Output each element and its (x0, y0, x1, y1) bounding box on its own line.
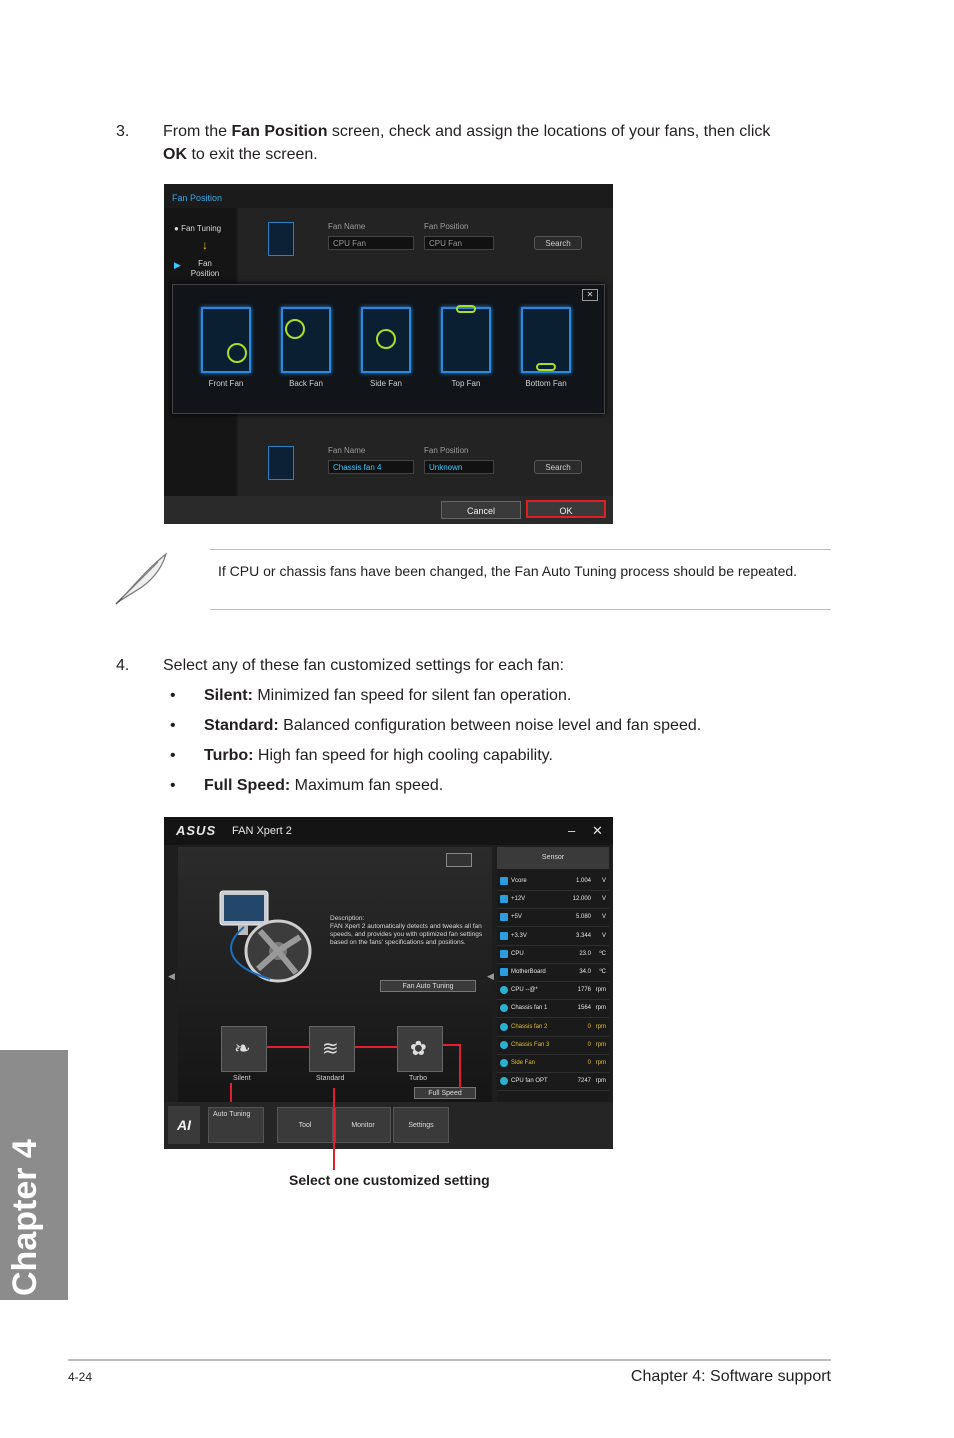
tab-monitor[interactable]: Monitor (335, 1107, 391, 1143)
silent-label: Silent (233, 1075, 251, 1082)
fan-position-bottom-bar (164, 496, 613, 524)
top-fan-case[interactable] (441, 307, 491, 373)
col-fan-name-2: Fan Name (328, 446, 366, 455)
connector-turbo-right (443, 1044, 460, 1046)
lightning-icon (500, 913, 508, 921)
fan-auto-tuning-button[interactable]: Fan Auto Tuning (380, 980, 476, 992)
full-speed-button[interactable]: Full Speed (414, 1087, 476, 1099)
step-3-mid: screen, check and assign the locations of your fans, then click (327, 123, 771, 140)
feather-pen-icon (112, 548, 172, 608)
option-turbo (204, 744, 553, 767)
sensor-value: 5.080 (575, 914, 591, 921)
nav-fan-tuning-label: Fan Tuning (181, 224, 222, 233)
page-number: 4-24 (68, 1370, 93, 1384)
nav-fan-tuning[interactable]: ● Fan Tuning (174, 224, 222, 233)
description-title: Description: (330, 915, 365, 922)
option-silent-desc: Minimized fan speed for silent fan operation. (252, 687, 572, 704)
sensor-value: 1.004 (575, 878, 591, 884)
sensor-panel (497, 847, 609, 1102)
description-text: FAN Xpert 2 automatically detects and tweaks all fan speeds, and provides you with optimized fan settings based on the fans' specifications and positions. (330, 923, 483, 946)
standard-label: Standard (316, 1075, 345, 1082)
option-turbo-desc: High fan speed for high cooling capability. (253, 747, 553, 764)
lightning-icon (500, 932, 508, 940)
fan-icon (500, 986, 508, 994)
sensor-value: 0 (587, 1041, 591, 1048)
bullet-standard: • (170, 717, 176, 734)
cpu-fan-case-icon (268, 222, 294, 256)
fan-position-screenshot (164, 184, 613, 524)
tab-tool[interactable]: Tool (277, 1107, 333, 1143)
sensor-name: Vcore (511, 878, 527, 884)
option-silent-label: Silent: (204, 687, 253, 704)
callout-line (333, 1088, 335, 1170)
turbo-label: Turbo (409, 1075, 428, 1082)
sensor-name: Side Fan (511, 1060, 536, 1066)
sensor-row (497, 1000, 609, 1018)
lightning-icon (500, 877, 508, 885)
fan-xpert-screenshot (164, 817, 613, 1149)
ok-button[interactable]: OK (526, 500, 606, 518)
sensor-unit: V (601, 896, 606, 903)
close-window-icon[interactable]: ✕ (592, 823, 603, 838)
sensor-value: 1776 (577, 987, 591, 994)
thermometer-icon (500, 968, 508, 976)
back-fan-label: Back Fan (289, 379, 323, 388)
fan-position-title: Fan Position (172, 193, 223, 203)
sensor-row (497, 1055, 609, 1073)
col-fan-position-2: Fan Position (424, 446, 469, 455)
connector-right-vertical (459, 1044, 461, 1088)
sensor-value: 0 (587, 1060, 591, 1066)
option-standard-label: Standard: (204, 717, 279, 734)
sensor-header: Sensor (497, 847, 609, 869)
note-top-rule (210, 549, 831, 550)
bullet-turbo: • (170, 747, 176, 764)
sensor-name: +3.3V (511, 932, 527, 939)
fan-icon (500, 1041, 508, 1049)
sensor-value: 1564 (577, 1005, 591, 1012)
nav-fan-position[interactable]: Fan Position (190, 259, 220, 278)
step-3-bold-ok: OK (163, 146, 187, 163)
option-full-speed (204, 774, 443, 797)
sensor-unit: V (601, 878, 606, 884)
sensor-value: 7247 (577, 1078, 591, 1085)
bottom-fan-label: Bottom Fan (525, 379, 567, 388)
option-silent (204, 684, 571, 707)
chapter-side-tab (0, 1050, 68, 1300)
search-button-2[interactable]: Search (534, 460, 582, 474)
fan-xpert-bottom-bar (164, 1102, 613, 1149)
step-4-number: 4. (116, 657, 130, 674)
sensor-row (497, 1073, 609, 1091)
sensor-name: +5V (511, 914, 522, 921)
fan-position-field-2[interactable]: Unknown (424, 460, 494, 474)
arrow-down-icon: ↓ (202, 238, 208, 252)
fan-name-field-2[interactable]: Chassis fan 4 (328, 460, 414, 474)
tab-auto-tuning[interactable]: Auto Tuning (208, 1107, 264, 1143)
step-3-bold-fan-position: Fan Position (231, 123, 328, 140)
fan-icon (500, 1059, 508, 1067)
fan-name-field-1[interactable]: CPU Fan (328, 236, 414, 250)
footer-chapter: Chapter 4: Software support (630, 1368, 831, 1385)
sensor-row (497, 909, 609, 927)
col-fan-position: Fan Position (424, 222, 469, 231)
side-fan-case[interactable] (361, 307, 411, 373)
connector-standard-turbo (355, 1046, 397, 1048)
side-fan-label: Side Fan (369, 379, 403, 388)
description-box (330, 915, 490, 947)
connector-silent-down (230, 1083, 232, 1103)
back-fan-case[interactable] (281, 307, 331, 373)
tab-settings[interactable]: Settings (393, 1107, 449, 1143)
search-button-1[interactable]: Search (534, 236, 582, 250)
step-3-number: 3. (116, 123, 130, 140)
silent-leaf-icon: ❧ (234, 1038, 251, 1060)
cancel-button[interactable]: Cancel (441, 501, 521, 519)
sensor-row (497, 1037, 609, 1055)
option-standard-desc: Balanced configuration between noise level and fan speed. (278, 717, 702, 734)
sensor-name: Chassis Fan 3 (511, 1041, 550, 1048)
footer-rule (68, 1359, 831, 1361)
pc-fan-illustration (200, 887, 320, 987)
sensor-unit: V (601, 914, 606, 921)
sensor-row (497, 1019, 609, 1037)
sensor-row (497, 928, 609, 946)
close-icon[interactable]: ✕ (582, 289, 598, 301)
sensor-unit: rpm (595, 1041, 606, 1048)
turbo-wind-icon: ✿ (410, 1038, 427, 1060)
fan-icon (500, 1023, 508, 1031)
standard-wave-icon: ≋ (322, 1038, 339, 1060)
fan-position-field-1[interactable]: CPU Fan (424, 236, 494, 250)
sensor-value: 34.0 (579, 969, 591, 975)
option-full-speed-label: Full Speed: (204, 777, 291, 794)
top-fan-label: Top Fan (451, 379, 481, 388)
sensor-unit: ºC (599, 969, 606, 975)
sensor-row (497, 891, 609, 909)
step-4-intro: Select any of these fan customized settings for each fan: (163, 657, 565, 674)
front-fan-case[interactable] (201, 307, 251, 373)
sensor-name: Chassis fan 1 (511, 1005, 548, 1012)
sensor-name: CPU --@* (511, 987, 538, 994)
sensor-value: 12.000 (572, 896, 591, 903)
left-scroll-arrow-icon[interactable]: ◀ (168, 971, 175, 981)
sensor-unit: rpm (595, 1060, 606, 1066)
step-3-text (163, 120, 843, 166)
right-scroll-arrow-icon[interactable]: ◀ (487, 971, 494, 981)
front-fan-label: Front Fan (208, 379, 244, 388)
option-standard (204, 714, 701, 737)
note-text: If CPU or chassis fans have been changed, the Fan Auto Tuning process should be repeated. (218, 563, 798, 579)
step-3-pre: From the (163, 123, 232, 140)
sensor-row (497, 946, 609, 964)
nav-pointer-icon: ▶ (174, 260, 181, 270)
app-title: FAN Xpert 2 (232, 825, 292, 837)
option-turbo-label: Turbo: (204, 747, 254, 764)
bullet-full-speed: • (170, 777, 176, 794)
sensor-row (497, 964, 609, 982)
sensor-value: 3.344 (575, 932, 591, 939)
sensor-row (497, 873, 609, 891)
callout-text: Select one customized setting (289, 1172, 490, 1188)
option-full-speed-desc: Maximum fan speed. (290, 777, 444, 794)
sensor-unit: rpm (595, 987, 606, 994)
bottom-fan-case[interactable] (521, 307, 571, 373)
fan-icon (500, 1077, 508, 1085)
sensor-name: MotherBoard (511, 969, 546, 975)
sensor-name: CPU fan OPT (511, 1078, 548, 1085)
lightning-icon (500, 895, 508, 903)
sensor-unit: rpm (595, 1023, 606, 1030)
connector-silent-standard (267, 1046, 309, 1048)
grid-toggle-icon[interactable] (446, 853, 472, 867)
sensor-row (497, 982, 609, 1000)
col-fan-name: Fan Name (328, 222, 366, 231)
sensor-name: Chassis fan 2 (511, 1023, 548, 1030)
sensor-value: 0 (587, 1023, 591, 1030)
minimize-icon[interactable]: – (568, 823, 576, 838)
sensor-name: CPU (511, 950, 524, 957)
sensor-unit: rpm (595, 1078, 606, 1085)
chapter-side-tab-label: Chapter 4 (6, 1139, 44, 1296)
sensor-value: 23.0 (579, 950, 591, 957)
fan-icon (500, 1004, 508, 1012)
chassis-fan-case-icon (268, 446, 294, 480)
bullet-silent: • (170, 687, 176, 704)
sensor-unit: rpm (595, 1005, 606, 1012)
thermometer-icon (500, 950, 508, 958)
auto-tuning-panel (178, 847, 492, 1103)
fan-position-popup (172, 284, 605, 414)
sensor-name: +12V (511, 896, 526, 903)
asus-logo: ASUS (176, 823, 217, 838)
ai-suite-logo[interactable]: AI (168, 1106, 200, 1144)
step-3-post: to exit the screen. (187, 146, 318, 163)
sensor-unit: ºC (599, 950, 606, 957)
sensor-unit: V (601, 932, 606, 939)
note-bottom-rule (210, 609, 831, 610)
